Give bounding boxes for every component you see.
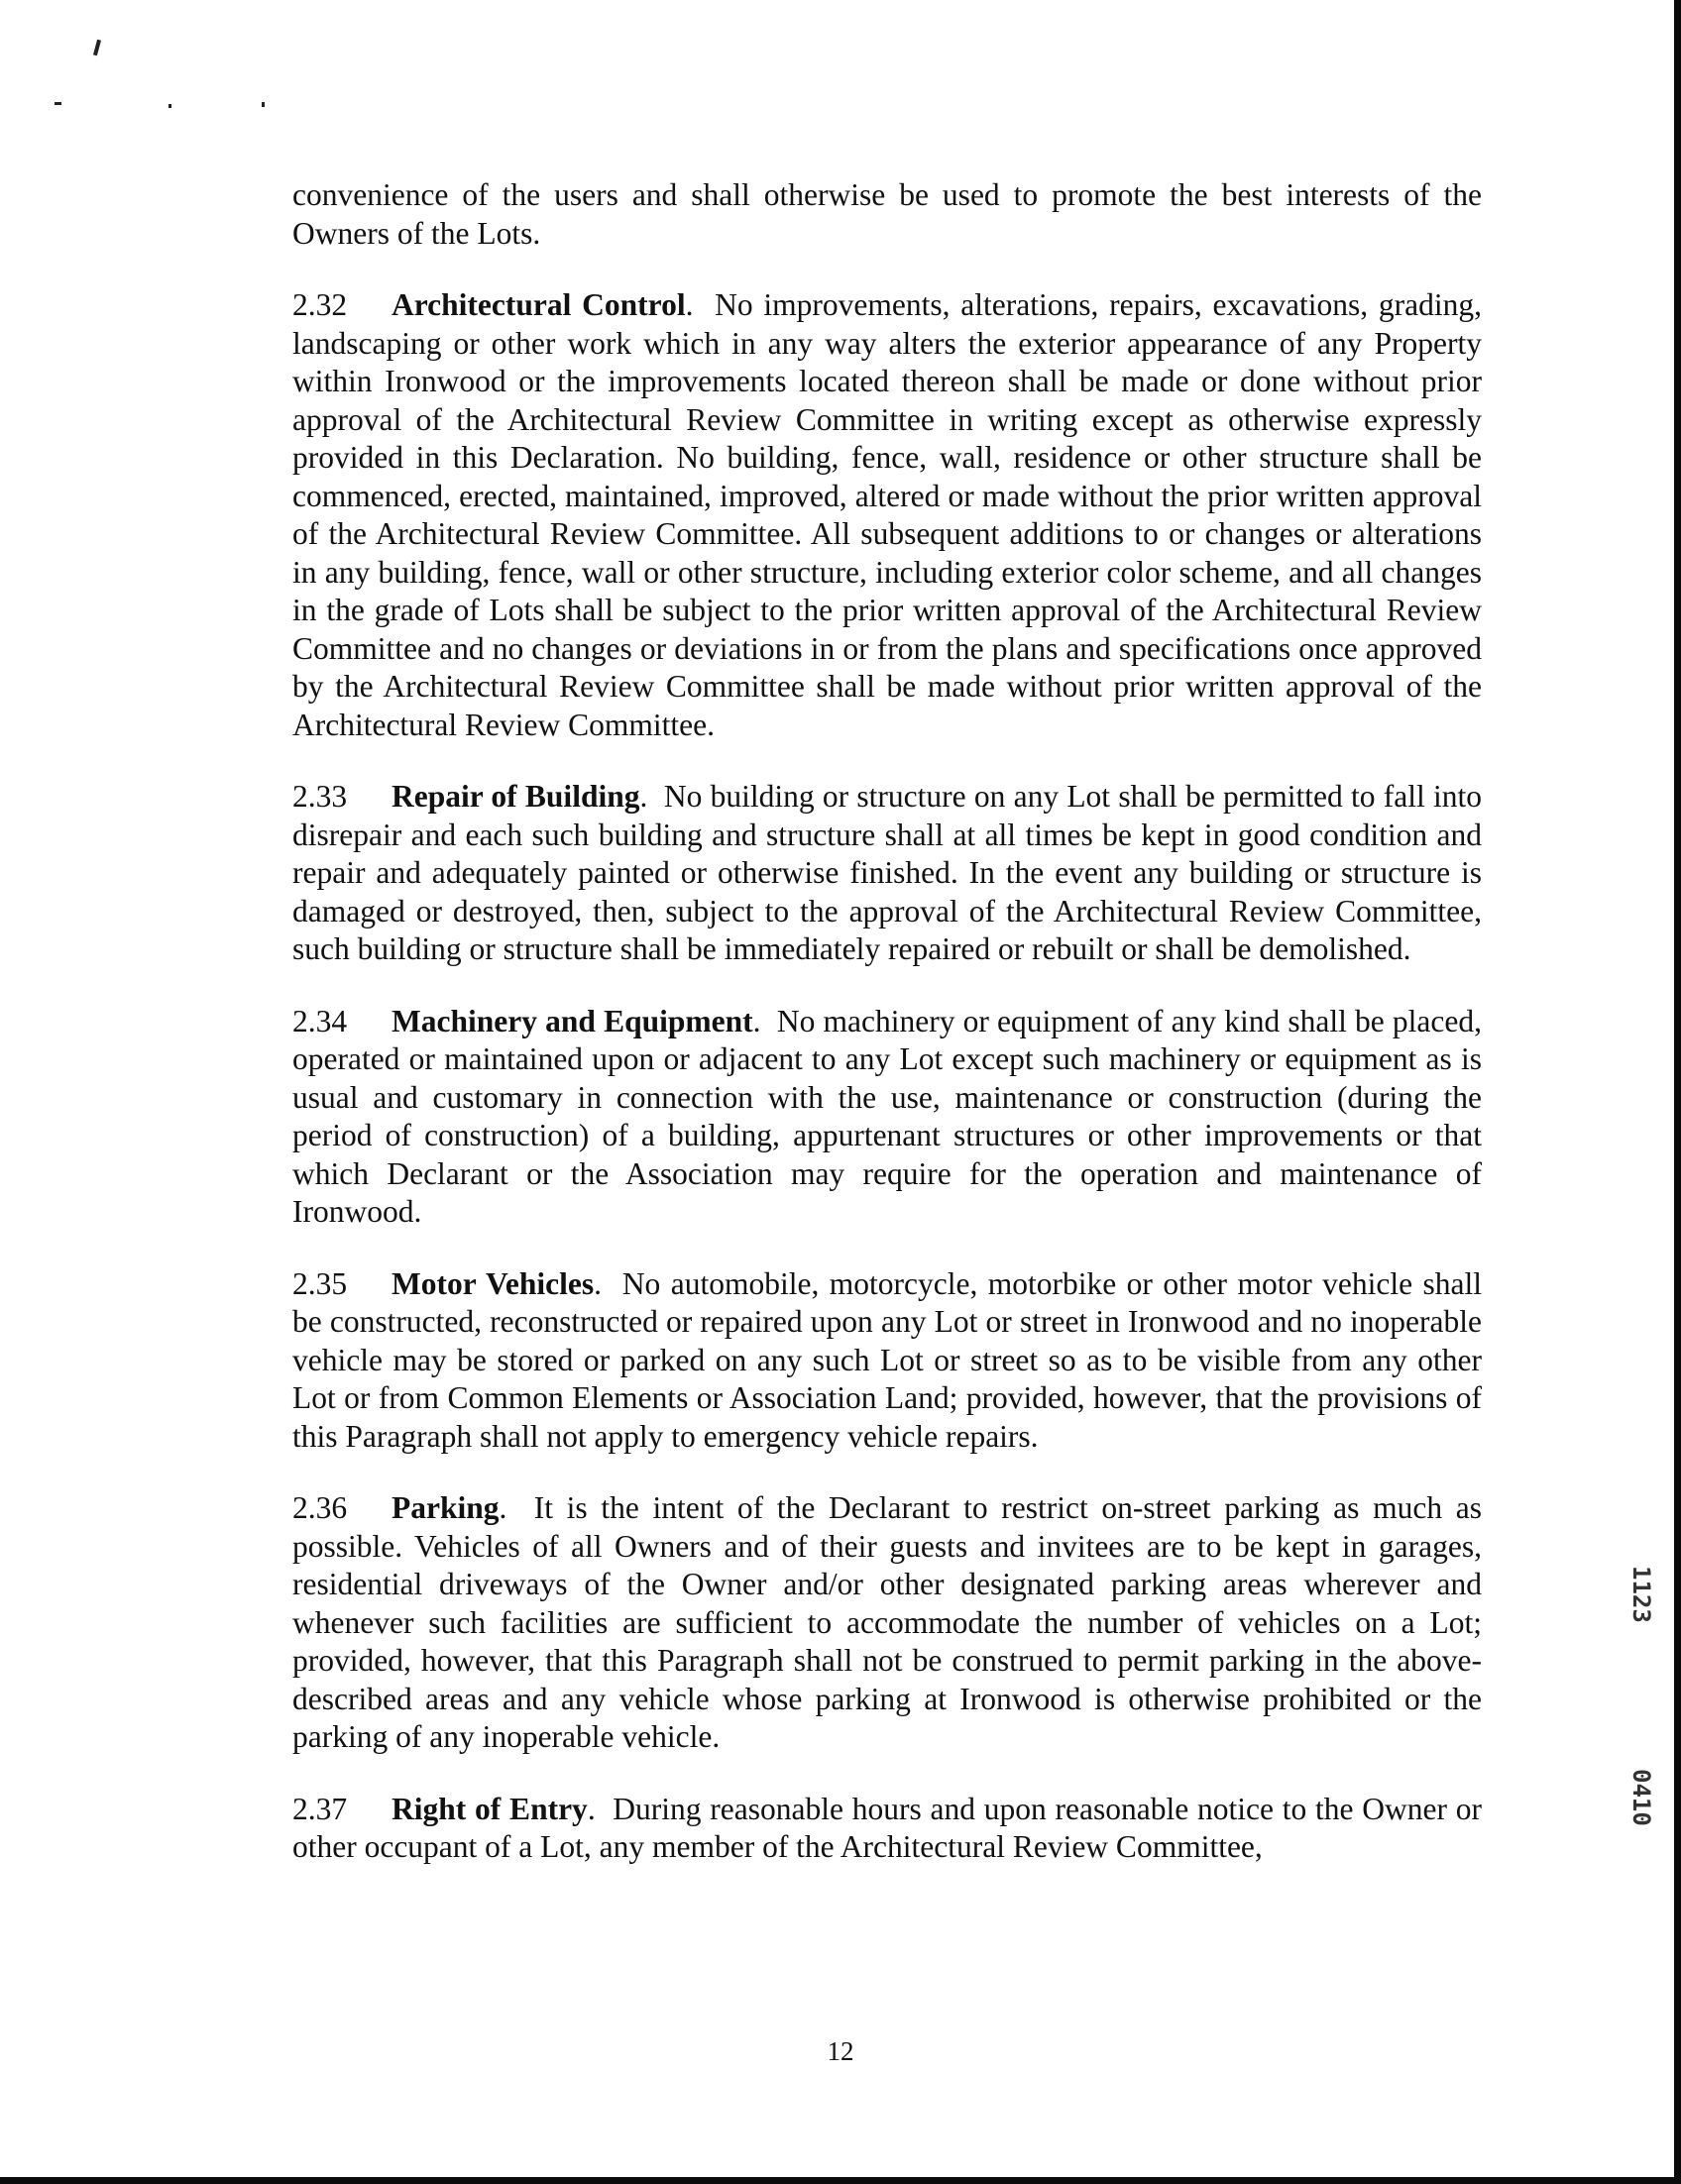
section-text: During reasonable hours and upon reasonable notice to the Owner or other occupant of a Lot, any member of the Architectural Review Committee,	[292, 1791, 1483, 1864]
stamp-digits: 0410	[1627, 1769, 1655, 1826]
section-text: No machinery or equipment of any kind shall be placed, operated or maintained upon or adjacent to any Lot except such machinery or equipment as is usual and customary in connection with the use, maintenance or construction (during the period of construction) of a building, appurtenant structures or other improvements or that which Declarant or the Association may require for the operation and maintenance of Ironwood.	[292, 1003, 1483, 1229]
section-number: 2.35	[292, 1265, 348, 1301]
scan-mark	[262, 102, 265, 107]
section-number: 2.36	[292, 1490, 348, 1525]
section-2-35: 2.35 Motor Vehicles. No automobile, motorcycle, motorbike or other motor vehicle shall be constructed, reconstructed or repaired upon any Lot or street in Ironwood and no inoperable vehicle may be stored or parked on any such Lot or street so as to be visible from any other Lot or from Common Elements or Association Land; provided, however, that the provisions of this Paragraph shall not apply to emergency vehicle repairs.	[292, 1265, 1482, 1454]
scan-mark	[55, 102, 61, 105]
section-title: Right of Entry	[392, 1791, 588, 1826]
section-number: 2.37	[292, 1791, 348, 1826]
recording-stamp-upper	[1625, 1566, 1655, 1623]
section-2-36: 2.36 Parking. It is the intent of the Declarant to restrict on-street parking as much as possible. Vehicles of all Owners and of their guests and invitees are to be kept in garages, residential driveways of the Owner and/or other designated parking areas wherever and whenever such facilities are sufficient to accommodate the number of vehicles on a Lot; provided, however, that this Paragraph shall not be construed to permit parking in the above-described areas and any vehicle whose parking at Ironwood is otherwise prohibited or the parking of any inoperable vehicle.	[292, 1490, 1482, 1754]
section-2-33: 2.33 Repair of Building. No building or structure on any Lot shall be permitted to fall into disrepair and each such building and structure shall at all times be kept in good condition and repair and adequately painted or otherwise finished. In the event any building or structure is damaged or destroyed, then, subject to the approval of the Architectural Review Committee, such building or structure shall be immediately repaired or rebuilt or shall be demolished.	[292, 779, 1482, 966]
section-text: It is the intent of the Declarant to restrict on-street parking as much as possible. Vehicles of all Owners and of their guests and invitees are to be kept in garages, residential driveways of the Owner and/or other designated parking areas wherever and whenever such facilities are sufficient to accommodate the number of vehicles on a Lot; provided, however, that this Paragraph shall not be construed to permit parking in the above-described areas and any vehicle whose parking at Ironwood is otherwise prohibited or the parking of any inoperable vehicle.	[292, 1490, 1482, 1754]
section-number: 2.33	[292, 779, 348, 814]
page-number: 12	[827, 2036, 854, 2066]
section-title: Parking	[392, 1490, 500, 1525]
section-title: Repair of Building	[392, 779, 640, 814]
section-title: Architectural Control	[392, 287, 686, 322]
section-number: 2.34	[292, 1003, 348, 1038]
document-body	[292, 176, 1482, 1901]
continuation-paragraph: convenience of the users and shall otherwise be used to promote the best interests of the Owners of the Lots.	[292, 177, 1482, 251]
scan-mark	[168, 104, 171, 108]
section-number: 2.32	[292, 287, 348, 322]
section-2-34: 2.34 Machinery and Equipment. No machinery or equipment of any kind shall be placed, operated or maintained upon or adjacent to any Lot except such machinery or equipment as is usual and customary in connection with the use, maintenance or construction (during the period of construction) of a building, appurtenant structures or other improvements or that which Declarant or the Association may require for the operation and maintenance of Ironwood.	[292, 1003, 1483, 1229]
section-title: Machinery and Equipment	[392, 1003, 753, 1038]
section-title: Motor Vehicles	[392, 1265, 595, 1301]
section-2-37: 2.37 Right of Entry. During reasonable hours and upon reasonable notice to the Owner or other occupant of a Lot, any member of the Architectural Review Committee,	[292, 1791, 1483, 1864]
section-text: No improvements, alterations, repairs, excavations, grading, landscaping or other work which in any way alters the exterior appearance of any Property within Ironwood or the improvements located thereon shall be made or done without prior approval of the Architectural Review Committee in writing except as otherwise expressly provided in this Declaration. No building, fence, wall, residence or other structure shall be commenced, erected, maintained, improved, altered or made without the prior written approval of the Architectural Review Committee. All subsequent additions to or changes or alterations in any building, fence, wall or other structure, including exterior color scheme, and all changes in the grade of Lots shall be subject to the prior written approval of the Architectural Review Committee and no changes or deviations in or from the plans and specifications once approved by the Architectural Review Committee shall be made without prior written approval of the Architectural Review Committee.	[292, 287, 1483, 742]
section-2-32: 2.32 Architectural Control. No improvements, alterations, repairs, excavations, grading, landscaping or other work which in any way alters the exterior appearance of any Property within Ironwood or the improvements located thereon shall be made or done without prior approval of the Architectural Review Committee in writing except as otherwise expressly provided in this Declaration. No building, fence, wall, residence or other structure shall be commenced, erected, maintained, improved, altered or made without the prior written approval of the Architectural Review Committee. All subsequent additions to or changes or alterations in any building, fence, wall or other structure, including exterior color scheme, and all changes in the grade of Lots shall be subject to the prior written approval of the Architectural Review Committee and no changes or deviations in or from the plans and specifications once approved by the Architectural Review Committee shall be made without prior written approval of the Architectural Review Committee.	[292, 287, 1483, 742]
recording-stamp-lower	[1625, 1769, 1655, 1826]
section-text: No automobile, motorcycle, motorbike or other motor vehicle shall be constructed, reconstructed or repaired upon any Lot or street in Ironwood and no inoperable vehicle may be stored or parked on any such Lot or street so as to be visible from any other Lot or from Common Elements or Association Land; provided, however, that the provisions of this Paragraph shall not apply to emergency vehicle repairs.	[292, 1265, 1482, 1454]
stamp-digits: 1123	[1627, 1566, 1655, 1623]
section-text: No building or structure on any Lot shall be permitted to fall into disrepair and each such building and structure shall at all times be kept in good condition and repair and adequately painted or otherwise finished. In the event any building or structure is damaged or destroyed, then, subject to the approval of the Architectural Review Committee, such building or structure shall be immediately repaired or rebuilt or shall be demolished.	[292, 779, 1482, 966]
